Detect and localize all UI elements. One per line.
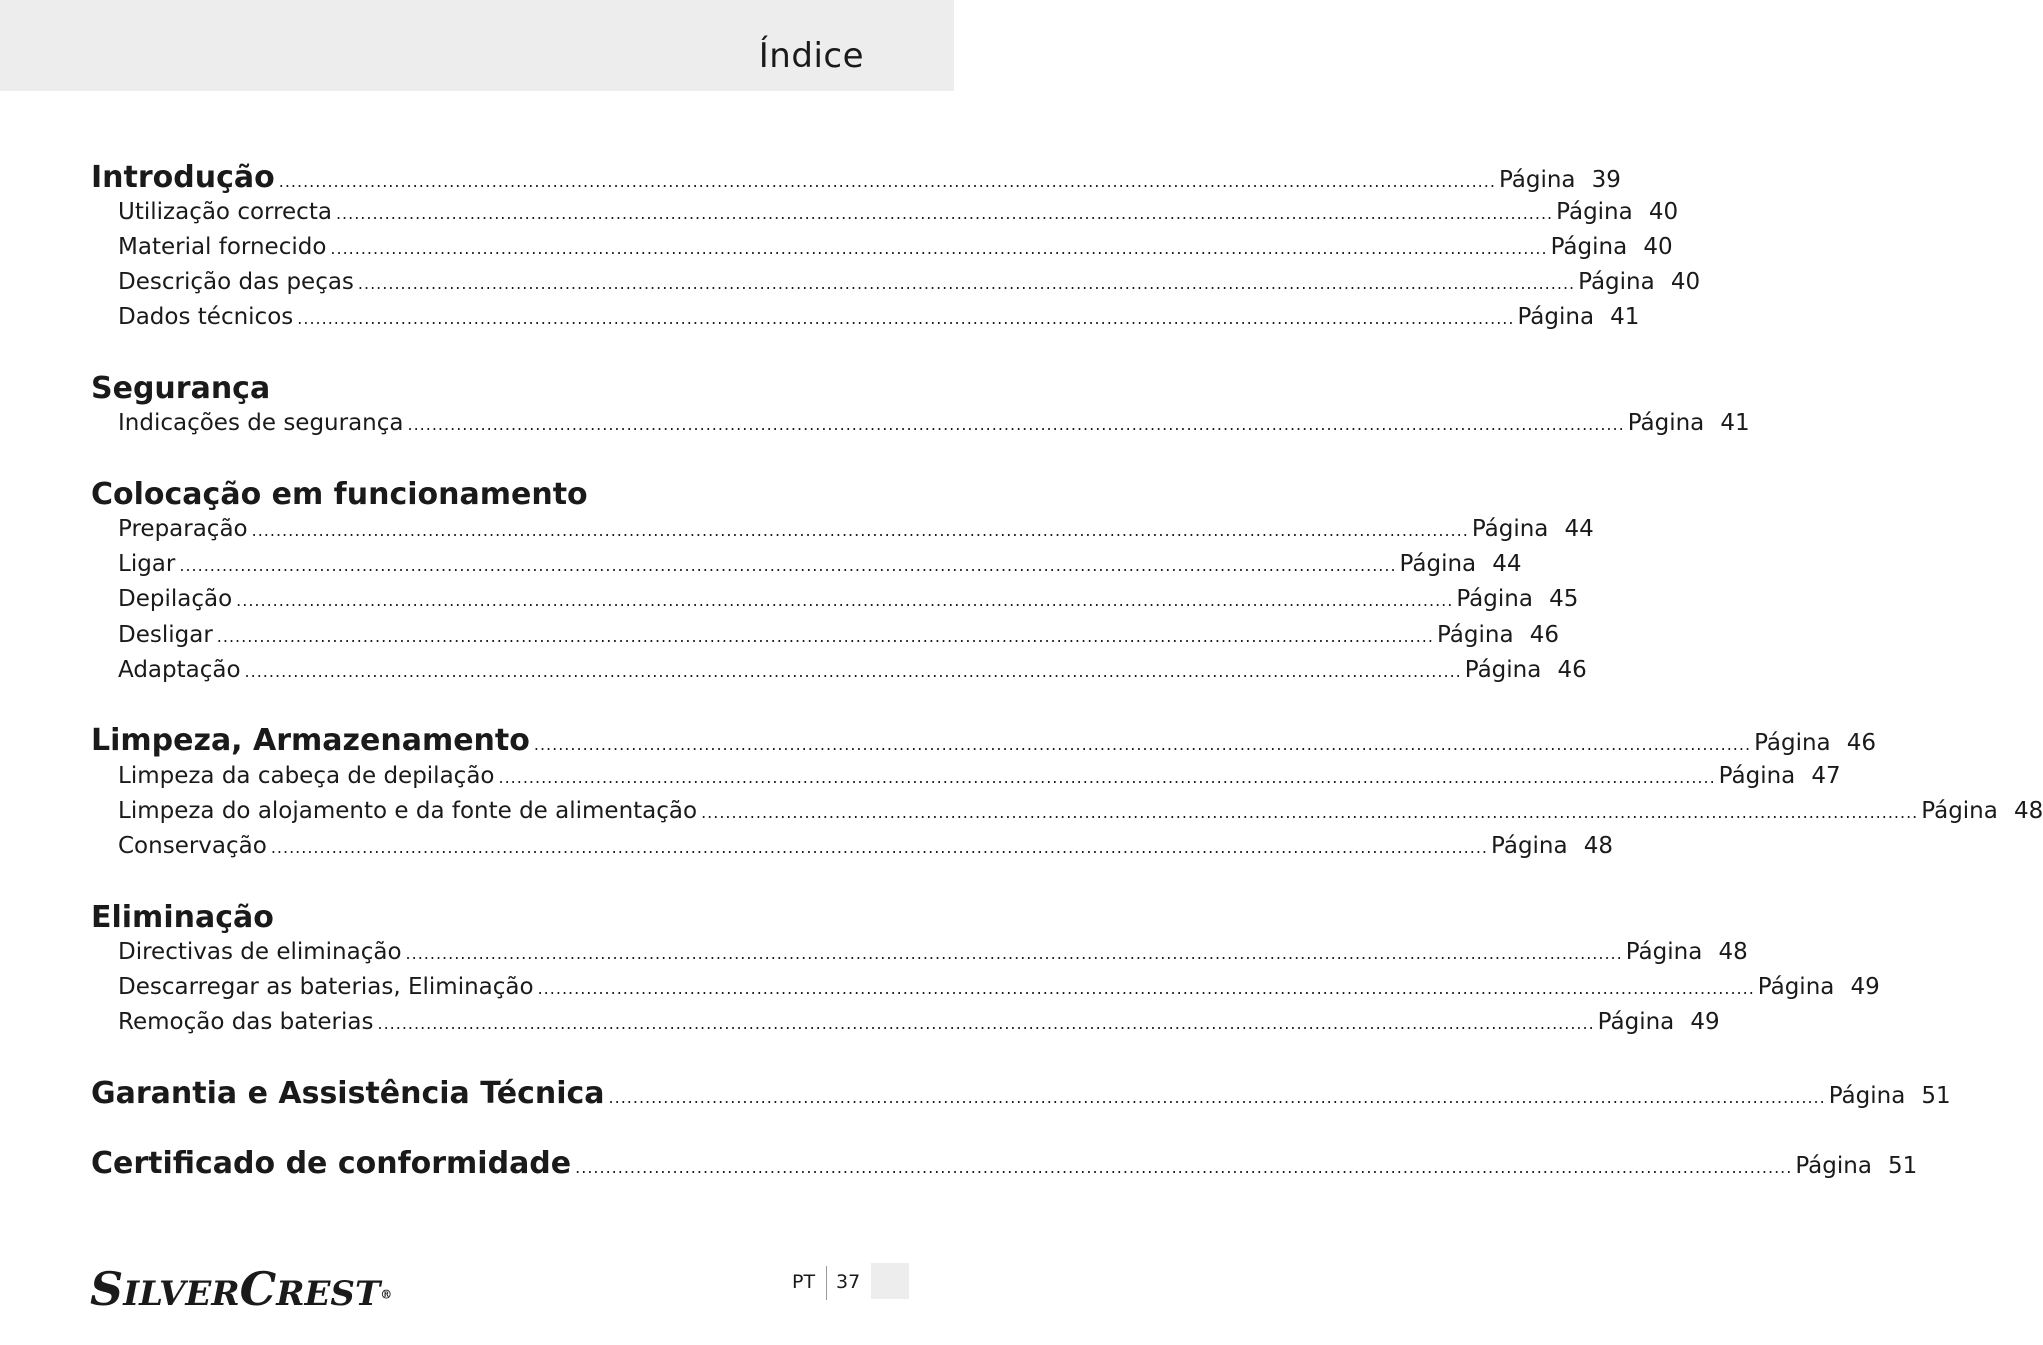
dot-leader: ........................................................................................................................................................................................................	[377, 1014, 1595, 1033]
footer-divider	[826, 1266, 827, 1300]
page-word: Página	[1399, 551, 1477, 577]
toc-entry-label: Conservação	[118, 833, 267, 859]
toc-entry[interactable]	[0, 586, 1579, 620]
toc-entry-label: Adaptação	[118, 657, 241, 683]
toc-heading: Introdução	[91, 160, 275, 195]
toc-entry-label: Utilização correcta	[118, 199, 332, 225]
toc-entry-label: Material fornecido	[118, 234, 327, 260]
dot-leader: ........................................................................................................................................................................................................	[297, 309, 1515, 328]
toc-heading-seguranca[interactable]: Segurança	[91, 371, 271, 406]
page-word: Página	[1436, 622, 1514, 648]
page-number: 46	[1529, 622, 1559, 648]
toc-entry[interactable]	[0, 833, 1614, 867]
dot-leader: ........................................................................................................................................................................................................	[179, 556, 1397, 575]
page-number: 44	[1564, 516, 1594, 542]
toc-entry-garantia[interactable]	[0, 1076, 1951, 1111]
dot-leader: ........................................................................................................................................................................................................	[533, 735, 1752, 754]
toc-entry[interactable]	[0, 269, 1701, 303]
toc-entry-label: Depilação	[118, 586, 233, 612]
logo-wordmark: SILVERCREST	[90, 1262, 381, 1316]
page-word: Página	[1625, 939, 1703, 965]
toc-entry-label: Descrição das peças	[118, 269, 354, 295]
toc-entry-label: Descarregar as baterias, Eliminação	[118, 974, 534, 1000]
page-word: Página	[1550, 234, 1628, 260]
page-number: 49	[1690, 1009, 1720, 1035]
dot-leader: ........................................................................................................................................................................................................	[335, 204, 1554, 223]
page-number: 39	[1591, 167, 1621, 193]
page-number: 40	[1670, 269, 1701, 295]
page-number: 44	[1492, 551, 1522, 577]
dot-leader: ........................................................................................................................................................................................................	[498, 768, 1716, 787]
page-word: Página	[1464, 657, 1542, 683]
dot-leader: ........................................................................................................................................................................................................	[608, 1088, 1826, 1107]
toc-entry[interactable]	[0, 1009, 1720, 1043]
toc-entry-label: Preparação	[118, 516, 248, 542]
page-number: 48	[1583, 833, 1614, 859]
page-number: 40	[1648, 199, 1679, 225]
footer-tab-marker	[871, 1263, 909, 1299]
page-word: Página	[1627, 410, 1705, 436]
toc-heading: Garantia e Assistência Técnica	[91, 1076, 605, 1111]
toc-entry[interactable]	[0, 516, 1594, 550]
page-word: Página	[1828, 1083, 1906, 1109]
dot-leader: ........................................................................................................................................................................................................	[330, 239, 1548, 258]
toc-entry-label: Limpeza da cabeça de depilação	[118, 763, 495, 789]
page-number: 47	[1811, 763, 1841, 789]
toc-heading-colocacao[interactable]: Colocação em funcionamento	[91, 477, 588, 512]
dot-leader: ........................................................................................................................................................................................................	[405, 944, 1623, 963]
page-number: 40	[1643, 234, 1673, 260]
dot-leader: ........................................................................................................................................................................................................	[244, 662, 1462, 681]
toc-entry[interactable]	[0, 551, 1522, 585]
toc-entry[interactable]	[0, 199, 1679, 233]
dot-leader: ........................................................................................................................................................................................................	[216, 627, 1434, 646]
page-word: Página	[1754, 730, 1831, 756]
page-number: 51	[1888, 1153, 1918, 1179]
page-number: 48	[1718, 939, 1748, 965]
toc-entry-label: Limpeza do alojamento e da fonte de alimentação	[118, 798, 698, 824]
silvercrest-logo	[90, 1262, 393, 1316]
page-number: 51	[1921, 1083, 1951, 1109]
toc-entry[interactable]	[0, 763, 1841, 797]
toc-entry[interactable]	[0, 798, 2043, 832]
page-word: Página	[1456, 586, 1533, 612]
page-number: 45	[1549, 586, 1579, 612]
dot-leader: ........................................................................................................................................................................................................	[357, 274, 1576, 293]
language-code: PT	[792, 1271, 816, 1293]
toc-entry-label: Remoção das baterias	[118, 1009, 374, 1035]
dot-leader: ........................................................................................................................................................................................................	[407, 415, 1625, 434]
toc-entry-introducao[interactable]	[0, 160, 1621, 195]
page-word: Página	[1578, 269, 1655, 295]
toc-heading-eliminacao[interactable]: Eliminação	[91, 900, 274, 935]
page-number: 41	[1610, 304, 1640, 330]
page-word: Página	[1491, 833, 1568, 859]
toc-entry-certificado[interactable]	[0, 1146, 1918, 1181]
page-number: 49	[1850, 974, 1880, 1000]
page-title: Índice	[758, 36, 864, 76]
dot-leader: ........................................................................................................................................................................................................	[537, 979, 1755, 998]
toc-entry-label: Ligar	[118, 551, 176, 577]
toc-heading: Certificado de conformidade	[91, 1146, 572, 1181]
dot-leader: ........................................................................................................................................................................................................	[270, 838, 1489, 857]
page-number: 41	[1720, 410, 1750, 436]
page-word: Página	[1921, 798, 1998, 824]
toc-entry-label: Dados técnicos	[118, 304, 294, 330]
page-number: 46	[1557, 657, 1587, 683]
toc-entry-limpeza[interactable]	[0, 723, 1877, 758]
toc-entry-label: Indicações de segurança	[118, 410, 404, 436]
page-word: Página	[1757, 974, 1835, 1000]
dot-leader: ........................................................................................................................................................................................................	[278, 172, 1496, 191]
toc-entry[interactable]	[0, 939, 1748, 973]
page-word: Página	[1556, 199, 1633, 225]
page-number: 46	[1846, 730, 1877, 756]
toc-entry[interactable]	[0, 304, 1640, 338]
dot-leader: ........................................................................................................................................................................................................	[251, 521, 1469, 540]
dot-leader: ........................................................................................................................................................................................................	[236, 591, 1454, 610]
dot-leader: ........................................................................................................................................................................................................	[701, 803, 1919, 822]
page-number: 48	[2013, 798, 2043, 824]
page-word: Página	[1597, 1009, 1675, 1035]
page-number-footer: 37	[836, 1271, 861, 1293]
toc-heading: Limpeza, Armazenamento	[91, 723, 530, 758]
dot-leader: ........................................................................................................................................................................................................	[575, 1158, 1793, 1177]
page-word: Página	[1498, 167, 1576, 193]
registered-mark: ®	[380, 1287, 393, 1302]
toc-entry-label: Directivas de eliminação	[118, 939, 402, 965]
toc-entry[interactable]	[0, 974, 1880, 1008]
toc-entry[interactable]	[0, 410, 1750, 444]
toc-entry-label: Desligar	[118, 622, 213, 648]
toc-entry[interactable]	[0, 234, 1673, 268]
page-word: Página	[1471, 516, 1549, 542]
page-word: Página	[1795, 1153, 1872, 1179]
toc-entry[interactable]	[0, 622, 1559, 656]
page-word: Página	[1718, 763, 1796, 789]
toc-entry[interactable]	[0, 657, 1587, 691]
page-word: Página	[1517, 304, 1595, 330]
